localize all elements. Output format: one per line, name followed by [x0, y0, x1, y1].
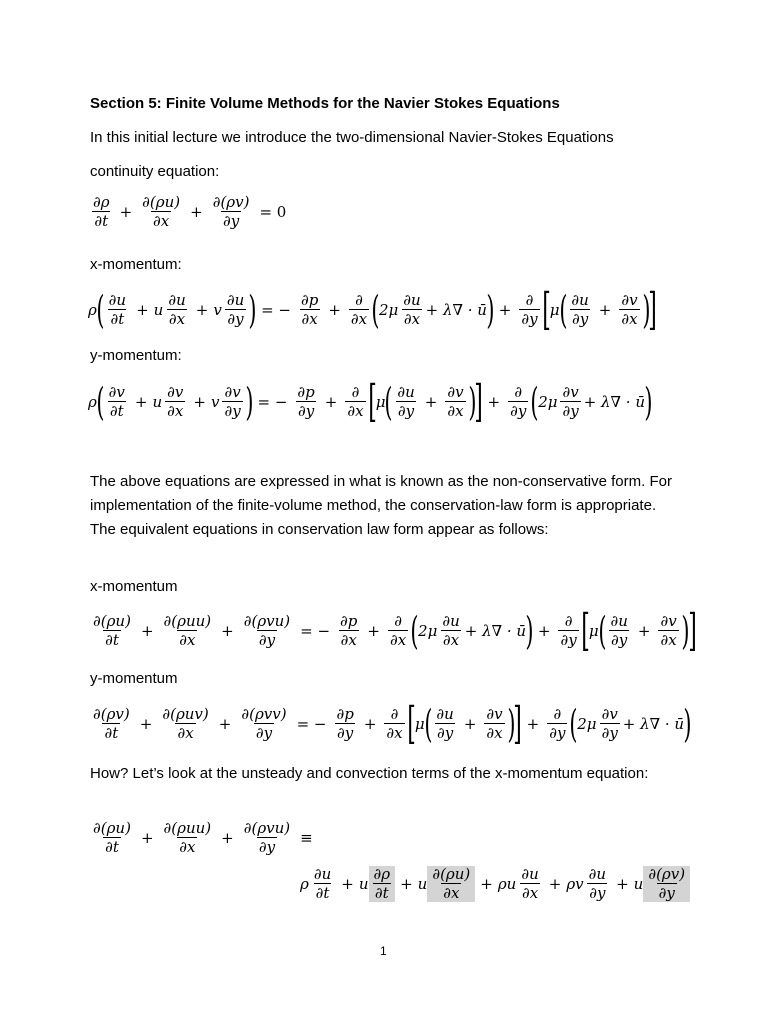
symbol: u	[153, 301, 164, 319]
denominator: ∂y	[337, 724, 354, 742]
numerator: ∂	[355, 291, 363, 309]
denominator: ∂x	[486, 724, 503, 742]
denominator: ∂x	[442, 631, 460, 649]
numerator: ∂u	[521, 865, 539, 883]
symbol: ρu	[497, 875, 517, 893]
numerator: ∂	[351, 383, 360, 401]
numerator: ∂p	[297, 383, 315, 401]
symbol: 2μ	[418, 622, 438, 640]
fraction	[91, 820, 133, 856]
denominator: ∂t	[94, 212, 109, 230]
numerator: ∂	[564, 612, 573, 630]
section-title: Section 5: Finite Volume Methods for the Navier Stokes Equations	[90, 95, 560, 112]
fraction	[395, 384, 416, 420]
numerator: ∂	[514, 383, 523, 401]
numerator: ∂u	[313, 865, 332, 883]
symbol: u	[633, 875, 644, 893]
lambda-div-term: + λ∇ · ū	[622, 715, 685, 733]
denominator: ∂y	[571, 310, 589, 328]
body-paragraph: The above equations are expressed in what is known as the non-conservative form. For implementation of the finite-volume method, the conservation-law form is appropriate. The equivalent equations in conservation law form appear as follows:	[90, 473, 672, 538]
ymom-cons-equation: $\frac{\partial(\rho v)}{\partial t}$ + $\frac{\text{∂(ρuv)}}{\partial x}$ + $\frac{\text{∂(ρvv)}}{\partial y}$ = − $\frac{\partial p}{\partial y}$ + $\frac{\partial}{\partial x}$ [ μ ( $\frac{\partial u}{\partial y}$ + $\frac{\partial v}{\partial x}$ ) ] + $\frac{\partial}{\partial y}$ ( 2μ $\frac{\partial v}{\partial y}$ + λ∇ · ū )	[93, 698, 692, 749]
denominator: ∂y	[436, 724, 454, 742]
denominator: ∂t	[104, 724, 119, 742]
denominator: ∂x	[347, 402, 364, 420]
fraction	[295, 384, 316, 420]
denominator: ∂x	[179, 838, 196, 856]
numerator: ∂u	[436, 705, 454, 723]
fraction	[508, 384, 528, 420]
fraction	[242, 820, 292, 856]
fraction	[440, 613, 461, 649]
fraction	[162, 613, 214, 649]
denominator: ∂x	[443, 884, 460, 902]
fraction	[484, 706, 504, 742]
denominator: ∂t	[374, 884, 389, 902]
symbol: ρ	[88, 301, 97, 319]
denominator: ∂t	[109, 402, 124, 420]
numerator: ∂v	[108, 383, 125, 401]
fraction	[91, 613, 133, 649]
fraction	[140, 194, 182, 230]
denominator: ∂x	[168, 310, 186, 328]
denominator: ∂y	[510, 402, 527, 420]
fraction	[608, 613, 629, 649]
numerator: ∂u	[108, 291, 127, 309]
fraction	[91, 706, 132, 742]
symbol: μ	[414, 715, 425, 733]
fraction	[587, 866, 608, 902]
numerator: ∂	[525, 291, 534, 309]
fraction	[345, 384, 365, 420]
denominator: ∂y	[258, 838, 276, 856]
fraction	[600, 706, 620, 742]
expansion-lhs: $\frac{\partial(\rho u)}{\partial t}$ + $\frac{\text{∂(ρuu)}}{\partial x}$ + $\frac{\text{∂(ρvu)}}{\partial y}$ ≡	[93, 819, 313, 856]
fraction	[166, 292, 187, 328]
denominator: ∂y	[658, 884, 675, 902]
symbol: 2μ	[577, 715, 597, 733]
numerator: ∂ρ	[93, 193, 110, 211]
fraction	[222, 384, 242, 420]
denominator: ∂x	[447, 402, 464, 420]
symbol: ρv	[566, 875, 584, 893]
denominator: ∂x	[301, 310, 318, 328]
fraction	[430, 866, 472, 902]
fraction	[547, 706, 567, 742]
denominator: ∂x	[386, 724, 403, 742]
fraction	[569, 292, 590, 328]
symbol: ρ	[300, 875, 309, 893]
intro-text: In this initial lecture we introduce the two-dimensional Navier-Stokes Equations	[90, 129, 614, 146]
denominator: ∂y	[562, 402, 579, 420]
denominator: ∂y	[397, 402, 415, 420]
fraction	[658, 613, 678, 649]
xmom-cons-equation: $\frac{\partial(\rho u)}{\partial t}$ + $\frac{\text{∂(ρuu)}}{\partial x}$ + $\frac{\text{∂(ρvu)}}{\partial y}$ = − $\frac{\partial p}{\partial x}$ + $\frac{\partial}{\partial x}$ ( 2μ $\frac{\partial u}{\partial x}$ + λ∇ · ū ) + $\frac{\partial}{\partial y}$ [ μ ( $\frac{\partial u}{\partial y}$ + $\frac{\partial v}{\partial x}$ ) ]	[93, 605, 697, 656]
denominator: ∂y	[589, 884, 606, 902]
numerator: ∂v	[660, 612, 677, 630]
xmom-cons-label: x-momentum	[90, 578, 178, 595]
numerator: ∂(ρu)	[93, 819, 131, 837]
continuity-label: continuity equation:	[90, 163, 220, 180]
symbol: u	[152, 393, 163, 411]
denominator: ∂t	[105, 838, 119, 856]
denominator: ∂t	[110, 310, 125, 328]
numerator: ∂(ρvu)	[243, 612, 291, 630]
numerator: ∂(ρu)	[432, 865, 471, 883]
numerator: ∂u	[397, 383, 415, 401]
numerator: ∂v	[447, 383, 464, 401]
fraction	[299, 292, 320, 328]
fraction	[338, 613, 359, 649]
fraction	[558, 613, 578, 649]
numerator: ∂p	[336, 705, 354, 723]
lambda-div-term: + λ∇ · ū	[464, 622, 527, 640]
fraction	[91, 194, 112, 230]
numerator: ∂u	[571, 291, 589, 309]
numerator: ∂v	[562, 383, 579, 401]
numerator: ∂(ρu)	[142, 193, 181, 211]
expansion-rhs: ρ $\frac{\partial u}{\partial t}$ + u $\frac{\partial\rho}{\partial t}$ + u $\frac{\partial(\rho u)}{\partial x}$ + ρu $\frac{\partial u}{\partial x}$ + ρv $\frac{\partial u}{\partial y}$ + u $\frac{\partial(\rho v)}{\partial y}$	[300, 866, 690, 902]
denominator: ∂y	[611, 631, 628, 649]
numerator: ∂v	[486, 705, 503, 723]
denominator: ∂t	[105, 631, 119, 649]
numerator: ∂v	[224, 383, 241, 401]
fraction	[160, 706, 210, 742]
fraction	[372, 866, 393, 902]
denominator: ∂x	[621, 310, 638, 328]
fraction	[519, 866, 540, 902]
symbol: u	[417, 875, 428, 893]
numerator: ∂v	[621, 291, 638, 309]
lambda-div-term: + λ∇ · ū	[425, 301, 487, 319]
symbol: 2μ	[538, 393, 558, 411]
numerator: ∂(ρuu)	[163, 612, 212, 630]
numerator: ∂p	[300, 291, 319, 309]
denominator: ∂y	[258, 631, 276, 649]
symbol: v	[213, 301, 222, 319]
denominator: ∂t	[315, 884, 330, 902]
numerator: ∂u	[610, 612, 628, 630]
symbol: v	[210, 393, 220, 411]
numerator: ∂ρ	[373, 865, 391, 883]
numerator: ∂(ρu)	[93, 612, 131, 630]
symbol: μ	[375, 393, 386, 411]
symbol: 2μ	[378, 301, 399, 319]
ymom-cons-label: y-momentum	[90, 670, 178, 687]
fraction	[445, 384, 465, 420]
symbol: ρ	[88, 393, 97, 411]
fraction	[312, 866, 333, 902]
fraction	[165, 384, 185, 420]
numerator: ∂	[394, 612, 402, 630]
denominator: ∂y	[297, 402, 315, 420]
symbol: μ	[549, 301, 560, 319]
numerator: ∂u	[442, 612, 460, 630]
numerator: ∂(ρuv)	[162, 705, 209, 723]
numerator: ∂(ρv)	[212, 193, 250, 211]
numerator: ∂(ρuu)	[163, 819, 212, 837]
fraction	[560, 384, 580, 420]
fraction	[384, 706, 404, 742]
denominator: ∂y	[549, 724, 566, 742]
fraction	[646, 866, 687, 902]
denominator: ∂x	[340, 631, 357, 649]
fraction	[519, 292, 539, 328]
how-text: How? Let’s look at the unsteady and convection terms of the x-momentum equation:	[90, 765, 649, 782]
numerator: ∂p	[340, 612, 358, 630]
denominator: ∂x	[403, 310, 421, 328]
denominator: ∂y	[224, 402, 241, 420]
highlighted-term	[369, 866, 396, 902]
fraction	[242, 613, 292, 649]
fraction	[388, 613, 408, 649]
ymom-label: y-momentum:	[90, 347, 182, 364]
denominator: ∂y	[222, 212, 240, 230]
denominator: ∂y	[227, 310, 244, 328]
denominator: ∂x	[167, 402, 184, 420]
equivalence-symbol: ≡	[300, 829, 313, 847]
numerator: ∂(ρv)	[93, 705, 130, 723]
lambda-div-term: + λ∇ · ū	[583, 393, 646, 411]
highlighted-term	[427, 866, 475, 902]
denominator: ∂y	[601, 724, 618, 742]
denominator: ∂x	[389, 631, 407, 649]
fraction	[434, 706, 455, 742]
denominator: ∂y	[521, 310, 538, 328]
fraction	[334, 706, 355, 742]
page-number: 1	[380, 944, 387, 958]
denominator: ∂y	[255, 724, 273, 742]
numerator: ∂u	[588, 865, 607, 883]
numerator: ∂	[390, 705, 399, 723]
fraction	[162, 820, 214, 856]
denominator: ∂x	[350, 310, 368, 328]
numerator: ∂v	[167, 383, 184, 401]
fraction	[107, 384, 127, 420]
highlighted-term	[643, 866, 690, 902]
denominator: ∂x	[179, 631, 196, 649]
fraction	[225, 292, 246, 328]
numerator: ∂(ρv)	[648, 865, 686, 883]
numerator: ∂u	[168, 291, 186, 309]
denominator: ∂x	[521, 884, 539, 902]
xmom-equation: ρ ( $\frac{\partial u}{\partial t}$ + u $\frac{\partial u}{\partial x}$ + v $\frac{\partial u}{\partial y}$ ) = − $\frac{\partial p}{\partial x}$ + $\frac{\partial}{\partial x}$ ( 2μ $\frac{\partial u}{\partial x}$ + λ∇ · ū ) + $\frac{\partial}{\partial y}$ [ μ ( $\frac{\partial u}{\partial y}$ + $\frac{\partial v}{\partial x}$ ) ]	[88, 284, 658, 335]
fraction	[239, 706, 288, 742]
numerator: ∂	[553, 705, 562, 723]
ymom-equation: ρ ( $\frac{\partial v}{\partial t}$ + u $\frac{\partial v}{\partial x}$ + v $\frac{\partial v}{\partial y}$ ) = − $\frac{\partial p}{\partial y}$ + $\frac{\partial}{\partial x}$ [ μ ( $\frac{\partial u}{\partial y}$ + $\frac{\partial v}{\partial x}$ ) ] + $\frac{\partial}{\partial y}$ ( 2μ $\frac{\partial v}{\partial y}$ + λ∇ · ū )	[88, 376, 653, 427]
denominator: ∂x	[660, 631, 677, 649]
numerator: ∂u	[226, 291, 245, 309]
symbol: u	[358, 875, 369, 893]
xmom-label: x-momentum:	[90, 256, 182, 273]
fraction	[107, 292, 128, 328]
fraction	[619, 292, 639, 328]
numerator: ∂(ρvv)	[241, 705, 287, 723]
fraction	[211, 194, 252, 230]
symbol: μ	[588, 622, 599, 640]
continuity-equation: $\frac{\partial\rho}{\partial t}$ + $\frac{\partial(\rho u)}{\partial x}$ + $\frac{\partial(\rho v)}{\partial y}$ = 0	[93, 193, 287, 230]
denominator: ∂y	[560, 631, 577, 649]
denominator: ∂x	[153, 212, 170, 230]
fraction	[401, 292, 422, 328]
fraction	[349, 292, 369, 328]
equals-zero: = 0	[259, 203, 287, 221]
numerator: ∂v	[601, 705, 618, 723]
numerator: ∂(ρvu)	[243, 819, 291, 837]
denominator: ∂x	[177, 724, 194, 742]
numerator: ∂u	[403, 291, 421, 309]
